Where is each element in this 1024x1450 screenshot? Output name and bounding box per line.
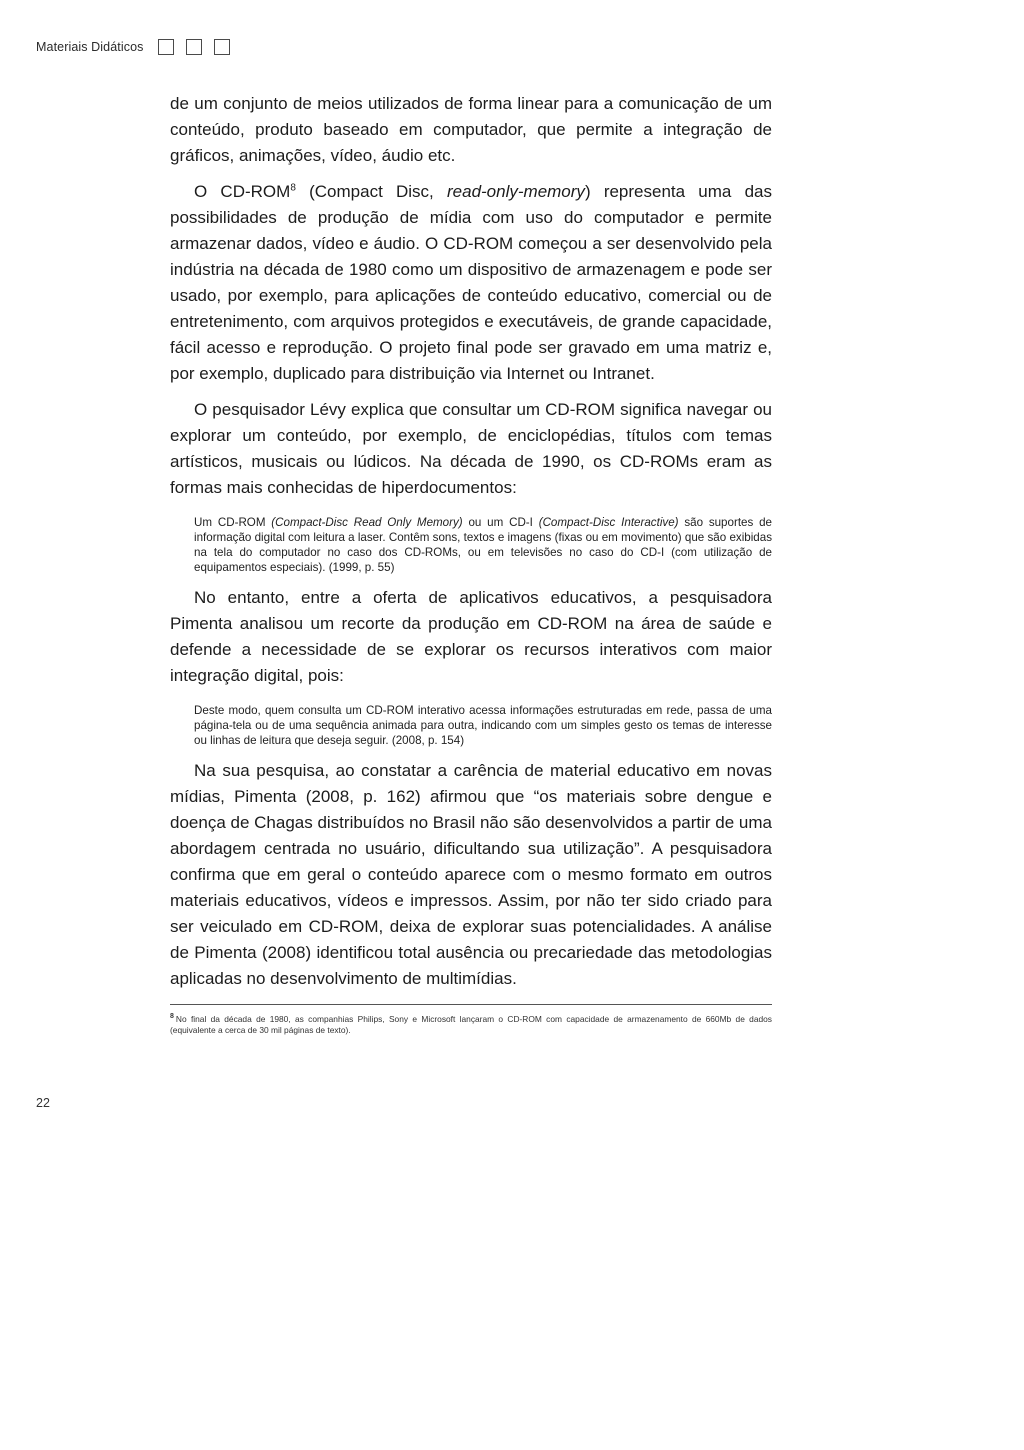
decorative-box: [214, 39, 230, 55]
paragraph-2-italic: read-only-memory: [447, 182, 585, 201]
body-text: [170, 91, 772, 1036]
quote-1-part-c: são suportes de informação digital com leitura a laser. Contêm sons, textos e imagens (fixas ou em movimento) que são exibidas na tela do computador no caso dos CD-ROMs, ou em televisões no caso do CD-I (com utilização de equipamentos especiais). (1999, p. 55): [194, 516, 772, 574]
block-quote-1: [194, 515, 772, 575]
footnote: [170, 1011, 772, 1036]
footnote-reference: 8: [290, 182, 296, 194]
quote-1-italic-2: (Compact-Disc Interactive): [538, 516, 679, 529]
paragraph-4: No entanto, entre a oferta de aplicativos educativos, a pesquisadora Pimenta analisou um recorte da produção em CD-ROM na área de saúde e defende a necessidade de se explorar os recursos interativos com maior integração digital, pois:: [170, 588, 772, 685]
footnote-marker: 8: [170, 1013, 174, 1020]
decorative-box: [158, 39, 174, 55]
footnote-divider: [170, 1004, 772, 1005]
paragraph-5: Na sua pesquisa, ao constatar a carência de material educativo em novas mídias, Pimenta (2008, p. 162) afirmou que “os materiais sobre dengue e doença de Chagas distribuídos no Brasil não são desenvolvidos a partir de uma abordagem centrada no usuário, dificultando sua utilização”. A pesquisadora confirma que em geral o conteúdo aparece com o mesmo formato em outros materiais educativos, vídeos e impressos. Assim, por não ter sido criado para ser veiculado em CD-ROM, deixa de explorar suas potencialidades. A análise de Pimenta (2008) identificou total ausência ou precariedade das metodologias aplicadas no desenvolvimento de multimídias.: [170, 761, 772, 988]
running-header-title: Materiais Didáticos: [36, 40, 144, 54]
quote-1-italic-1: (Compact-Disc Read Only Memory): [271, 516, 463, 529]
paragraph-2: [170, 179, 772, 387]
paragraph-1: de um conjunto de meios utilizados de forma linear para a comunicação de um conteúdo, produto baseado em computador, que permite a integração de gráficos, animações, vídeo, áudio etc.: [170, 94, 772, 165]
quote-1-part-b: ou um CD-I: [462, 516, 539, 529]
page-number: 22: [36, 1096, 50, 1110]
block-quote-2: Deste modo, quem consulta um CD-ROM interativo acessa informações estruturadas em rede, passa de uma página-tela ou de uma sequência animada para outra, indicando com um simples gesto os temas de interesse ou linhas de leitura que deseja seguir. (2008, p. 154): [194, 704, 772, 747]
paragraph-2-start: O CD-ROM: [194, 182, 291, 201]
quote-1-part-a: Um CD-ROM: [194, 516, 272, 529]
decorative-box: [186, 39, 202, 55]
footnote-text: No final da década de 1980, as companhias Philips, Sony e Microsoft lançaram o CD-ROM com capacidade de armazenamento de 660Mb de dados (equivalente a cerca de 30 mil páginas de texto).: [170, 1013, 772, 1035]
paragraph-2-mid: (Compact Disc,: [295, 182, 447, 201]
paragraph-2-end: ) representa uma das possibilidades de produção de mídia com uso do computador e permite armazenar dados, vídeo e áudio. O CD-ROM começou a ser desenvolvido pela indústria na década de 1980 como um dispositivo de armazenagem e pode ser usado, por exemplo, para aplicações de conteúdo educativo, comercial ou de entretenimento, com arquivos protegidos e executáveis, de grande capacidade, fácil acesso e reprodução. O projeto final pode ser gravado em uma matriz e, por exemplo, duplicado para distribuição via Internet ou Intranet.: [170, 182, 772, 383]
paragraph-3: O pesquisador Lévy explica que consultar um CD-ROM significa navegar ou explorar um conteúdo, por exemplo, de enciclopédias, títulos com temas artísticos, musicais ou lúdicos. Na década de 1990, os CD-ROMs eram as formas mais conhecidas de hiperdocumentos:: [170, 400, 772, 497]
running-header: [36, 36, 230, 58]
